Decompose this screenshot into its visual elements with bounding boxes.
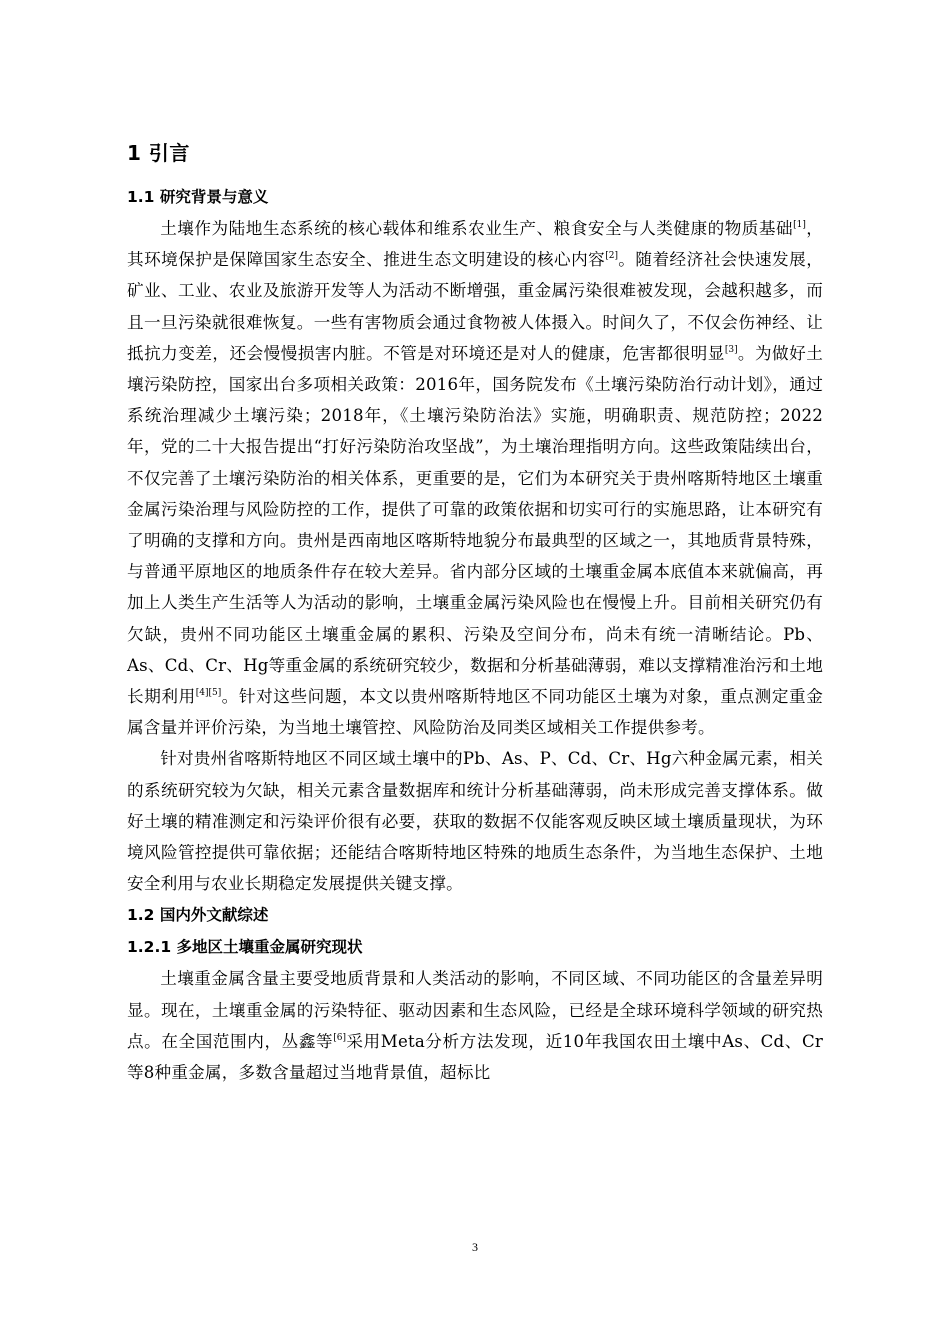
citation-2[interactable]: [2]	[605, 251, 619, 262]
paragraph-background: 土壤作为陆地生态系统的核心载体和维系农业生产、粮食安全与人类健康的物质基础[1]，其环境保护是保障国家生态安全、推进生态文明建设的核心内容[2]。随着经济社会快速发展，矿业、工业、农业及旅游开发等人为活动不断增强，重金属污染很难被发现，会越积越多，而且一旦污染就很难恢复。一些有害物质会通过食物被人体摄入。时间久了，不仅会伤神经、让抵抗力变差，还会慢慢损害内脏。不管是对环境还是对人的健康，危害都很明显[3]。为做好土壤污染防控，国家出台多项相关政策：2016年，国务院发布《土壤污染防治行动计划》，通过系统治理减少土壤污染；2018年，《土壤污染防治法》实施，明确职责、规范防控；2022年，党的二十大报告提出“打好污染防治攻坚战”，为土壤治理指明方向。这些政策陆续出台，不仅完善了土壤污染防治的相关体系，更重要的是，它们为本研究关于贵州喀斯特地区土壤重金属污染治理与风险防控的工作，提供了可靠的政策依据和切实可行的实施思路，让本研究有了明确的支撑和方向。贵州是西南地区喀斯特地貌分布最典型的区域之一，其地质背景特殊，与普通平原地区的地质条件存在较大差异。省内部分区域的土壤重金属本底值本来就偏高，再加上人类生产生活等人为活动的影响，土壤重金属污染风险也在慢慢上升。目前相关研究仍有欠缺，贵州不同功能区土壤重金属的累积、污染及空间分布，尚未有统一清晰结论。Pb、As、Cd、Cr、Hg等重金属的系统研究较少，数据和分析基础薄弱，难以支撑精准治污和土地长期利用[4][5]。针对这些问题，本文以贵州喀斯特地区不同功能区土壤为对象，重点测定重金属含量并评价污染，为当地土壤管控、风险防治及同类区域相关工作提供参考。	[127, 219, 823, 738]
citation-6[interactable]: [6]	[333, 1032, 346, 1043]
subsection-heading-1-2-1: 1.2.1 多地区土壤重金属研究现状	[127, 938, 363, 957]
citation-1[interactable]: [1]	[793, 220, 806, 230]
citation-3[interactable]: [3]	[724, 344, 738, 355]
section-heading-1-2: 1.2 国内外文献综述	[127, 906, 269, 925]
citation-4-5[interactable]: [4][5]	[195, 688, 222, 699]
paper-page	[127, 136, 823, 1088]
section-heading-1-1: 1.1 研究背景与意义	[127, 188, 269, 206]
paragraph-significance: 针对贵州省喀斯特地区不同区域土壤中的Pb、As、P、Cd、Cr、Hg六种金属元素，相关的系统研究较为欠缺，相关元素含量数据库和统计分析基础薄弱，尚未形成完善支撑体系。做好土壤的精准测定和污染评价很有必要，获取的数据不仅能客观反映区域土壤质量现状，为环境风险管控提供可靠依据；还能结合喀斯特地区特殊的地质生态条件，为当地生态保护、土地安全利用与农业长期稳定发展提供关键支撑。	[127, 749, 823, 894]
page-number: 3	[472, 1240, 478, 1254]
paragraph-research-status: 土壤重金属含量主要受地质背景和人类活动的影响，不同区域、不同功能区的含量差异明显。现在，土壤重金属的污染特征、驱动因素和生态风险，已经是全球环境科学领域的研究热点。在全国范围内，丛鑫等[6]采用Meta分析方法发现，近10年我国农田土壤中As、Cd、Cr等8种重金属，多数含量超过当地背景值，超标比	[127, 969, 823, 1083]
chapter-title: 1 引言	[127, 141, 190, 165]
